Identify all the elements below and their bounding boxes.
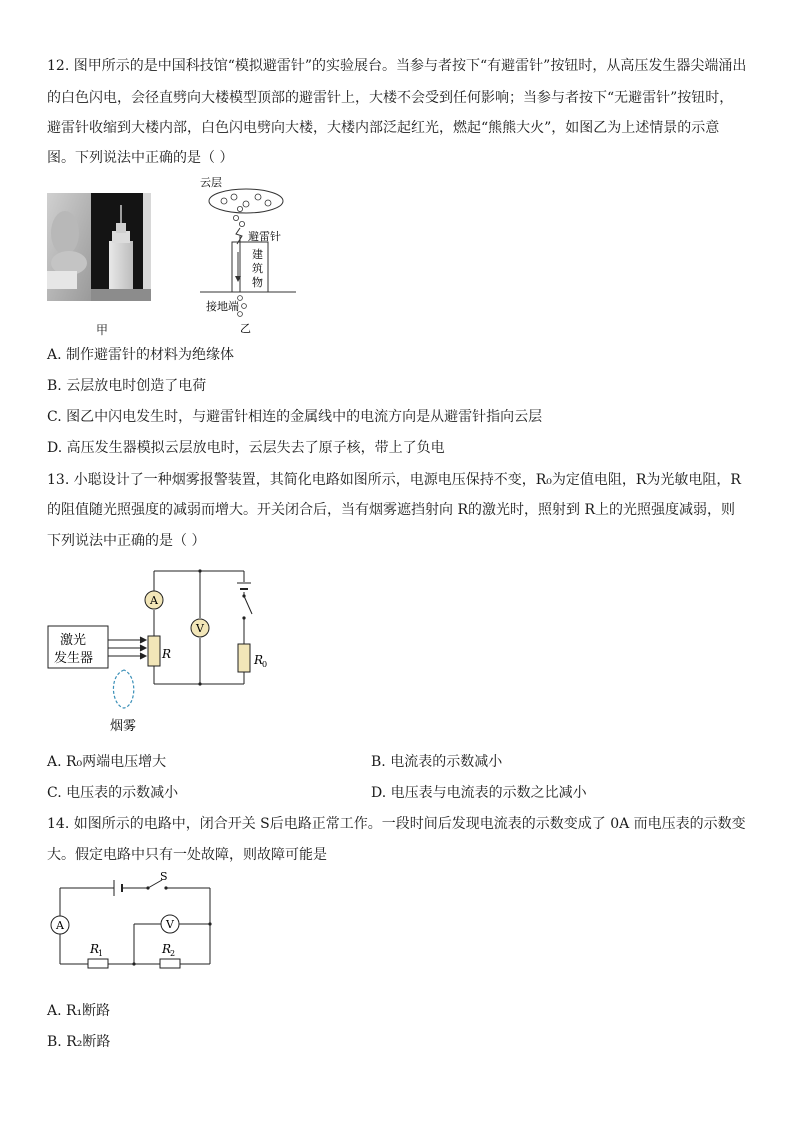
q13-option-c: C. 电压表的示数减小 — [47, 785, 179, 801]
laser-label-2: 发生器 — [54, 651, 94, 666]
ground-label: 接地端 — [206, 300, 239, 313]
q13-line-2: 的阻值随光照强度的减弱而增大。开关闭合后，当有烟雾遮挡射向 R的激光时，照射到 R上的光照强度减弱，则 — [47, 502, 735, 518]
r0-label: R — [254, 653, 264, 667]
fig-jia-caption: 甲 — [96, 323, 109, 337]
q14-line-1: 14. 如图所示的电路中，闭合开关 S后电路正常工作。一段时间后发现电流表的示数变成了 0A 而电压表的示数变 — [47, 816, 746, 832]
smoke-label: 烟雾 — [110, 719, 137, 734]
q13-option-d: D. 电压表与电流表的示数之比减小 — [371, 785, 587, 801]
fault-circuit — [48, 868, 216, 970]
q14-line-2: 大。假定电路中只有一处故障，则故障可能是 — [47, 847, 327, 863]
q14-option-b: B. R₂断路 — [47, 1034, 111, 1050]
r2-subscript: 2 — [170, 949, 176, 958]
q12-option-b: B. 云层放电时创造了电荷 — [47, 378, 207, 394]
r2-label: R — [162, 942, 172, 956]
voltmeter-symbol: V — [196, 622, 204, 635]
q12-option-a: A. 制作避雷针的材料为绝缘体 — [47, 347, 235, 363]
r1-subscript: 1 — [98, 949, 104, 958]
q12-line-4: 图。下列说法中正确的是（ ） — [47, 150, 234, 166]
cloud-label: 云层 — [200, 176, 222, 189]
q13-option-b: B. 电流表的示数减小 — [371, 754, 503, 770]
r1-label: R — [90, 942, 100, 956]
building-char-1: 建 — [252, 248, 263, 261]
q12-option-c: C. 图乙中闪电发生时，与避雷针相连的金属线中的电流方向是从避雷针指向云层 — [47, 409, 543, 425]
q12-line-3: 避雷针收缩到大楼内部，白色闪电劈向大楼，大楼内部泛起红光，燃起“熊熊大火”，如图乙为上述情景的示意 — [47, 120, 720, 136]
q12-line-1: 12. 图甲所示的是中国科技馆“模拟避雷针”的实验展台。当参与者按下“有避雷针”按钮时，从高压发生器尖端涌出 — [47, 58, 747, 74]
resistor-r-label: R — [162, 647, 172, 661]
q12-line-2: 的白色闪电，会径直劈向大楼模型顶部的避雷针上，大楼不会受到任何影响；当参与者按下“无避雷针”按钮时， — [47, 90, 734, 106]
smoke-alarm-circuit — [46, 566, 276, 738]
q13-option-a: A. R₀两端电压增大 — [47, 754, 167, 770]
q12-option-d: D. 高压发生器模拟云层放电时，云层失去了原子核，带上了负电 — [47, 440, 445, 456]
voltmeter-symbol-2: V — [166, 918, 174, 931]
building-char-2: 筑 — [252, 262, 263, 275]
q13-line-1: 13. 小聪设计了一种烟雾报警装置，其简化电路如图所示，电源电压保持不变，R₀为定值电阻，R为光敏电阻，R — [47, 472, 741, 488]
fig-yi-caption: 乙 — [240, 322, 251, 335]
lightning-rod-diagram — [196, 176, 306, 336]
building-char-3: 物 — [252, 276, 263, 289]
lightning-rod-photo — [47, 193, 151, 301]
r0-subscript: 0 — [262, 660, 268, 669]
q13-line-3: 下列说法中正确的是（ ） — [47, 533, 206, 549]
q14-option-a: A. R₁断路 — [47, 1003, 111, 1019]
switch-s-label: S — [160, 870, 168, 883]
laser-label-1: 激光 — [60, 633, 87, 648]
ammeter-symbol-2: A — [56, 919, 64, 932]
ammeter-symbol: A — [150, 594, 158, 607]
rod-label: 避雷针 — [248, 230, 281, 243]
